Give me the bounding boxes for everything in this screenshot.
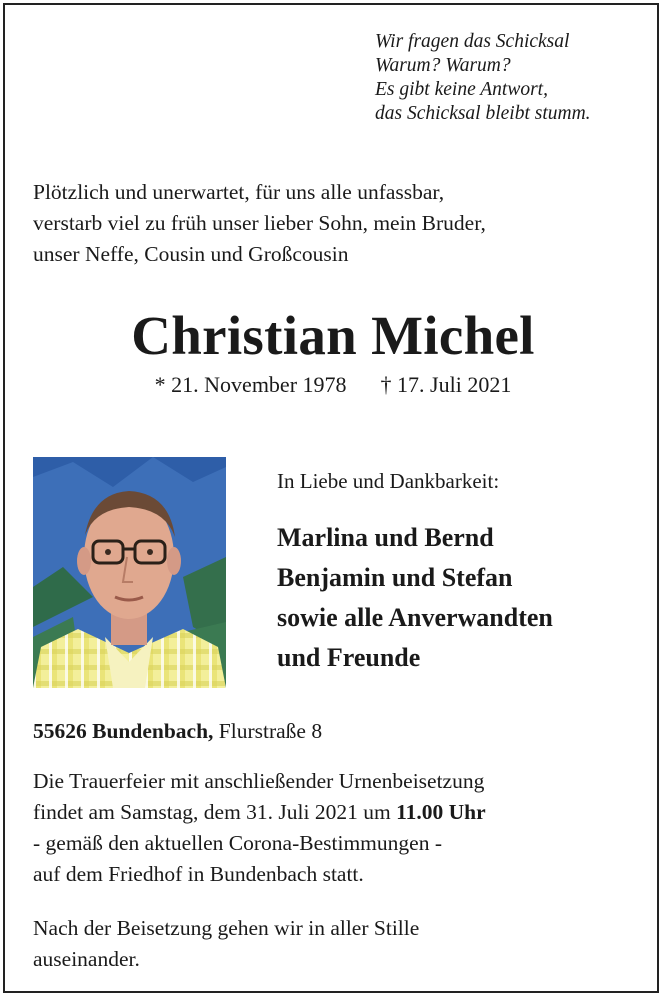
poem-line: das Schicksal bleibt stumm. [375,103,591,124]
ceremony-line: Die Trauerfeier mit anschließender Urnenbeisetzung [33,769,485,793]
closing-line: auseinander. [33,947,140,971]
ceremony-time: 11.00 Uhr [396,800,486,824]
life-dates [0,368,666,402]
mourners-list [277,518,553,678]
portrait-photo [33,457,226,688]
portrait-illustration [33,457,226,688]
intro-line: Plötzlich und unerwartet, für uns alle unfassbar, [33,180,445,204]
ceremony-line: - gemäß den aktuellen Corona-Bestimmungen - [33,831,442,855]
poem-line: Es gibt keine Antwort, [375,79,548,100]
mourner-line: Marlina und Bernd [277,523,494,552]
poem-line: Warum? Warum? [375,55,511,76]
mourner-line: sowie alle Anverwandten [277,603,553,632]
family-address [33,715,322,747]
ceremony-line [33,797,486,828]
closing-text [33,913,419,975]
ceremony-line: auf dem Friedhof in Bundenbach statt. [33,862,364,886]
closing-line: Nach der Beisetzung gehen wir in aller Stille [33,916,420,940]
intro-line: verstarb viel zu früh unser lieber Sohn, mein Bruder, [33,211,486,235]
poem [375,30,645,126]
mourners-heading: In Liebe und Dankbarkeit: [277,469,500,493]
ceremony-notice [33,766,486,890]
mourner-line: und Freunde [277,643,421,672]
intro-text [33,177,643,270]
mourner-line: Benjamin und Stefan [277,563,513,592]
deceased-name: Christian Michel [131,305,535,366]
birth-date: * 21. November 1978 [154,372,347,397]
address-city: 55626 Bundenbach, [33,719,214,743]
death-date: † 17. Juli 2021 [380,372,512,397]
poem-line: Wir fragen das Schicksal [375,31,570,52]
ceremony-date-text: findet am Samstag, dem 31. Juli 2021 um [33,800,397,824]
address-street: Flurstraße 8 [218,719,323,743]
intro-line: unser Neffe, Cousin und Großcousin [33,242,349,266]
